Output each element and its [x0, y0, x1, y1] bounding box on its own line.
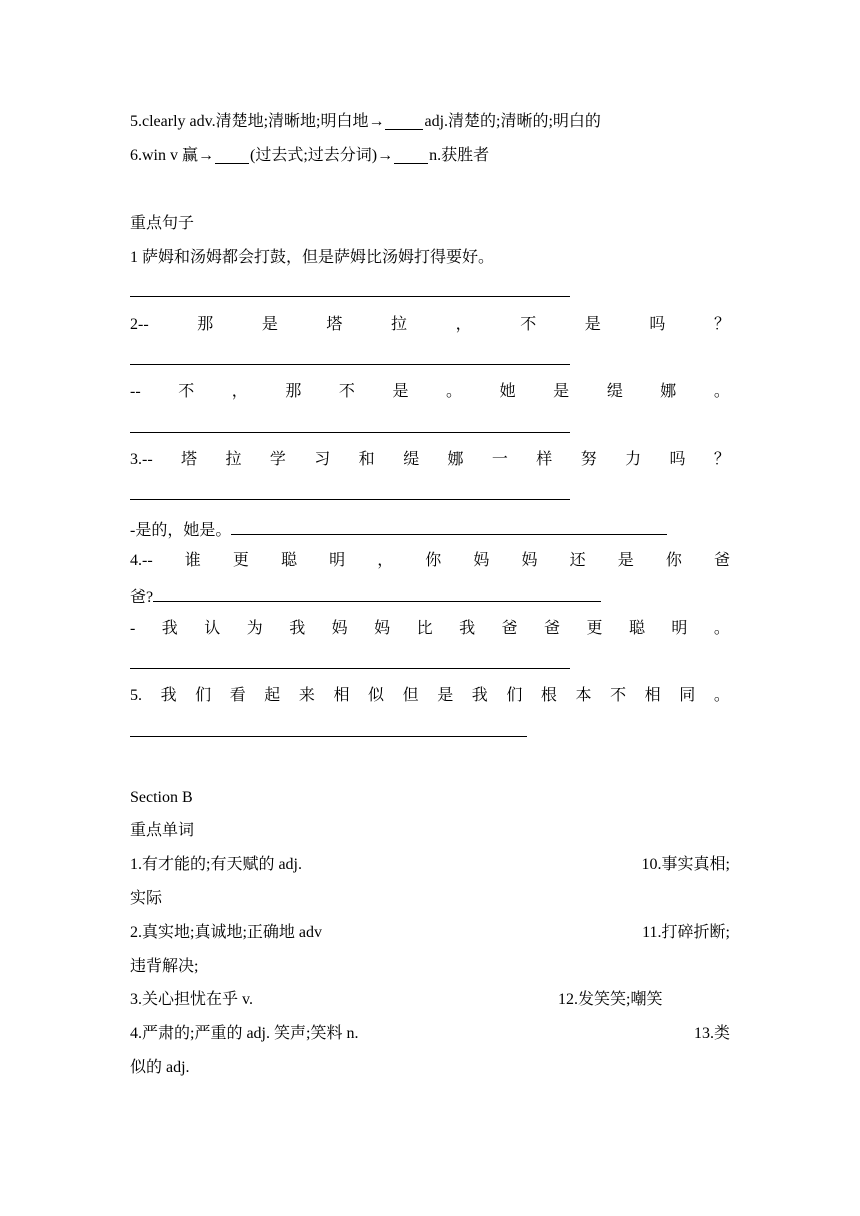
- answer-line[interactable]: [231, 518, 667, 535]
- word-item-4: 4.严肃的;严重的 adj. 笑声;笑料 n.: [130, 1025, 359, 1042]
- vocab-item-6: 6.win v 赢→ (过去式;过去分词)→ n.获胜者: [130, 147, 490, 164]
- sentence-2: 2-- 那 是 塔 拉 ， 不 是 吗 ？: [130, 316, 730, 333]
- answer-blank[interactable]: [385, 129, 423, 130]
- word-item-3: 3.关心担忧在乎 v.: [130, 991, 253, 1008]
- sentence-5: 5. 我 们 看 起 来 相 似 但 是 我 们 根 本 不 相 同 。: [130, 687, 730, 704]
- section-heading-words: 重点单词: [130, 822, 195, 839]
- answer-blank[interactable]: [394, 163, 428, 164]
- answer-line[interactable]: [153, 585, 601, 602]
- word-item-13: 13.类: [693, 1025, 730, 1042]
- answer-line[interactable]: [130, 668, 570, 669]
- word-item-13-cont: 似的 adj.: [130, 1059, 190, 1076]
- sentence-2-reply: -- 不 ， 那 不 是 。 她 是 缇 娜 。: [130, 383, 730, 400]
- word-item-2: 2.真实地;真诚地;正确地 adv: [130, 924, 322, 941]
- word-item-1: 1.有才能的;有天赋的 adj.: [130, 856, 302, 873]
- answer-line[interactable]: [130, 499, 570, 500]
- word-item-10-cont: 实际: [130, 890, 163, 907]
- word-item-10: 10.事实真相;: [641, 856, 730, 873]
- section-title: Section B: [130, 789, 193, 806]
- answer-line[interactable]: [130, 736, 527, 737]
- answer-line[interactable]: [130, 432, 570, 433]
- answer-line[interactable]: [130, 296, 570, 297]
- sentence-3: 3.-- 塔 拉 学 习 和 缇 娜 一 样 努 力 吗 ？: [130, 451, 730, 468]
- section-heading-sentences: 重点句子: [130, 215, 195, 232]
- sentence-4: 4.-- 谁 更 聪 明 ， 你 妈 妈 还 是 你 爸: [130, 552, 730, 569]
- vocab-item-5: 5.clearly adv.清楚地;清晰地;明白地→ adj.清楚的;清晰的;明白的: [130, 113, 601, 130]
- answer-blank[interactable]: [215, 163, 249, 164]
- word-item-11-cont: 违背解决;: [130, 958, 199, 975]
- word-item-12: 12.发笑笑;嘲笑: [558, 991, 663, 1008]
- sentence-4-reply: - 我 认 为 我 妈 妈 比 我 爸 爸 更 聪 明 。: [130, 620, 730, 637]
- sentence-1: 1 萨姆和汤姆都会打鼓，但是萨姆比汤姆打得要好。: [130, 249, 495, 266]
- word-item-11: 11.打碎折断;: [642, 924, 730, 941]
- answer-line[interactable]: [130, 364, 570, 365]
- sentence-3-reply: -是的，她是。: [130, 518, 667, 541]
- sentence-4-cont: 爸?: [130, 585, 601, 608]
